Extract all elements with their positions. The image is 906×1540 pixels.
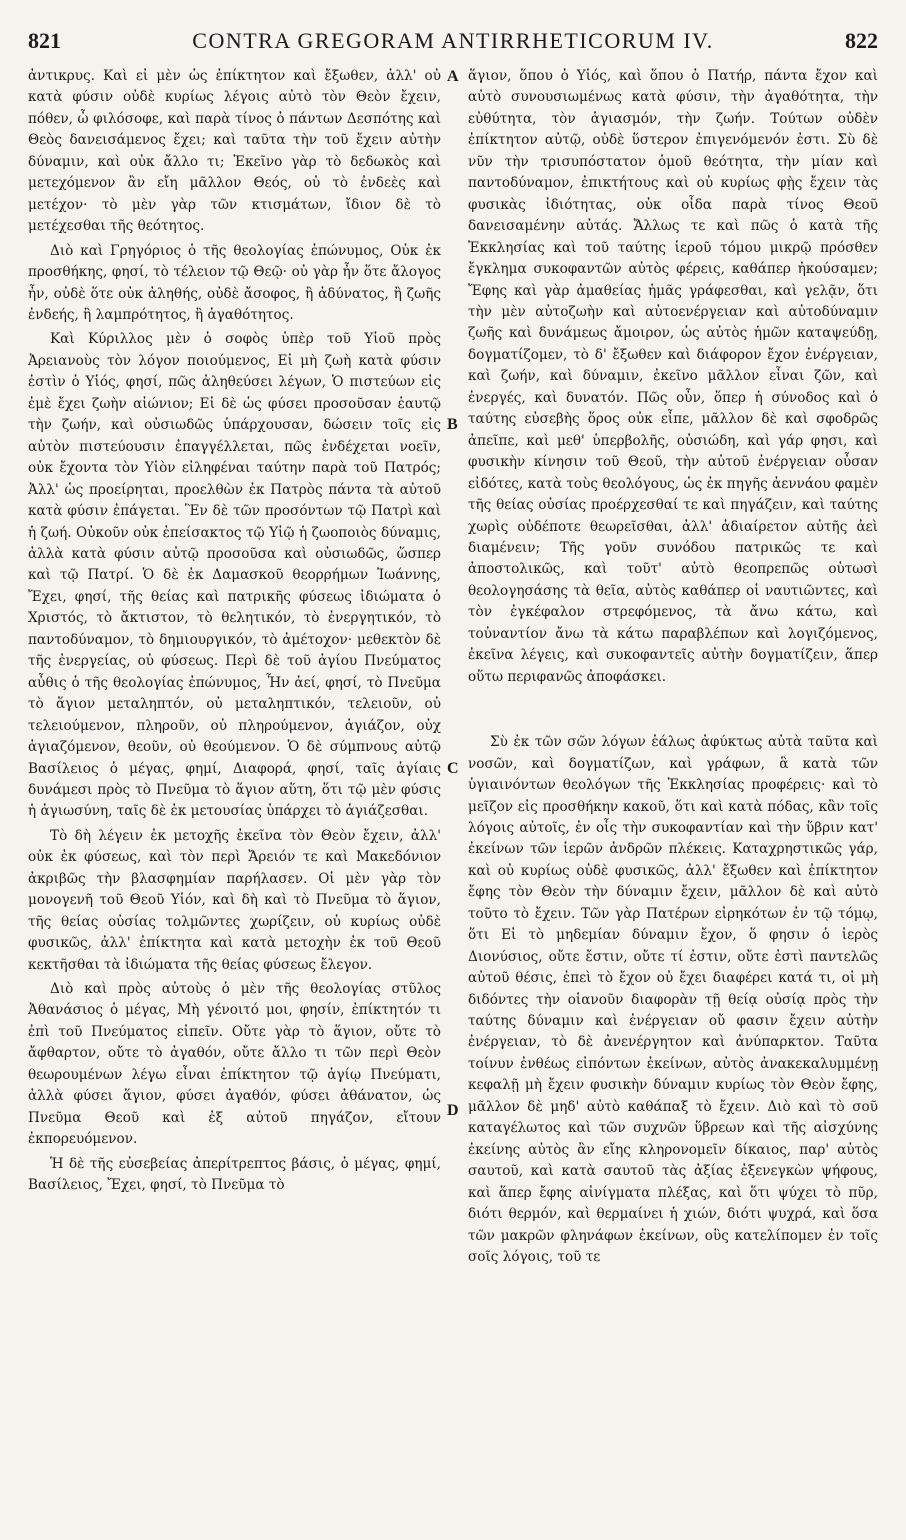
paragraph: ἅγιον, ὅπου ὁ Υἱός, καὶ ὅπου ὁ Πατήρ, πάντα ἔχον καὶ αὐτὸ συνουσιωμένως κατὰ φύσιν, τὴν ἀγαθότητα, τὴν εὐθύτητα, τὸν ἁγιασμόν, τὴν ζωήν. Τούτων οὐδὲν ἐπίκτητον αὐτῷ, οὐδὲ ὕστερον ἐπιγενόμενόν ἐστι. Σὺ δὲ νῦν τὴν τρισυπόστατον ὁμοῦ θεότητα, τὴν μίαν καὶ παντοδύναμον, ἐπικτήτους καὶ οὐ κυρίως φῂς ἔχειν τὰς φυσικὰς ἰδιότητας, οὐκ οἶδα παρὰ τίνος Θεοῦ δανεισαμένην αὐτάς. Ἄλλως τε καὶ πῶς ὁ κατὰ τῆς Ἐκκλησίας καὶ τοῦ ταύτης ἱεροῦ τόμου μικρῷ πρόσθεν ἔγκλημα συκοφαντῶν αὐτὸς φέρεις, καθάπερ ἠκούσαμεν; Ἔφης καὶ γὰρ ἀμαθείας ἡμᾶς γράφεσθαι, καὶ γελᾷν, ὅτι τὴν μὲν αὐτοζωὴν καὶ αὐτοενέργειαν καὶ αὐτοδύναμιν ζωῆς καὶ δυνάμεως ἄμοιρον, ὡς αὐτὸς ἡμῶν καταψεύδῃ, δογματίζομεν, τὸ δ' ἔξωθεν καὶ διάφορον ἔχον ἐνέργειαν, καὶ ζωήν, καὶ δύναμιν, ἐκεῖνο μᾶλλον εἶναι ζῶν, καὶ ἐνεργές, καὶ δυνατόν. Πῶς οὖν, ὅπερ ἡ σύνοδος καὶ ὁ ταύτης εὐσεβὴς ὅρος οὐκ εἶπε, μᾶλλον δὲ καὶ σφοδρῶς ἀπεῖπε, καὶ μεθ' ὑπερβολῆς, οὐσιώδη, καὶ γάρ φησι, καὶ φυσικὴν κίνησιν τοῦ Θεοῦ, τὴν αὐτοῦ ἐνέργειαν οὖσαν εἰδότες, κατὰ τοὺς θεολόγους, ὡς ἐκ πηγῆς ἀεννάου φαμὲν τῆς θείας οὐσίας προέρχεσθαί τε καὶ πηγάζειν, καὶ ταύτης χωρὶς οὐδέποτε θεωρεῖσθαι, ἀλλ' ἀδιαίρετον αὐτῆς ἀεὶ διαμένειν; Τῆς γοῦν συνόδου πατρικῶς τε καὶ ἀποστολικῶς, καὶ τοῦτ' αὐτὸ θεοπρεπῶς οὑτωσὶ θεολογησάσης τὰ θεῖα, αὐτὸς καθάπερ οἱ ναυτιῶντες, καὶ τὸν ἐγκέφαλον στρεφόμενος, τὰ ἄνω κάτω, καὶ τοὐναντίον ἄνω τὰ κάτω παραβλέπων καὶ λογιζόμενος, ἐκεῖνα λέγεις, καὶ συκοφαντεῖς αὐτὴν δογματίζειν, ἅπερ οὕτω περιφανῶς ἀποφάσκει. [468,68,878,685]
paragraph: Σὺ ἐκ τῶν σῶν λόγων ἑάλως ἀφύκτως αὐτὰ ταῦτα καὶ νοσῶν, καὶ δογματίζων, καὶ γράφων, ἃ κατὰ τῶν ὑγιαινόντων θεολόγων τῆς Ἐκκλησίας προφέρεις· καὶ τὸ μεῖζον εἰς προσθήκην κακοῦ, ὅτι καὶ κατὰ πόδας, κἂν τοῖς λόγοις αὐτοῖς, ἐν οἷς τὴν συκοφαντίαν καὶ τὴν ὕβριν κατ' ἐκείνων τῶν ἱερῶν ἀνδρῶν πλέκεις. Καταχρηστικῶς γάρ, καὶ οὐ κυρίως οὐδὲ φυσικῶς, ἀλλ' ἔξωθεν καὶ ἐπίκτητον ἔφης τὸν Θεὸν τὴν δύναμιν ἔχειν, μᾶλλον δὲ καὶ αὐτὸ τοῦτο τὸ ἔχειν. Τῶν γὰρ Πατέρων εἰρηκότων ἐν τῷ τόμῳ, ὅτι Εἰ τὸ μηδεμίαν δύναμιν ἔχον, ὅ φησιν ὁ ἱερὸς Διονύσιος, οὔτε ἔστιν, οὔτε τί ἐστιν, οὔτε ἐστὶ παντελῶς αὐτοῦ θέσις, ἐπεὶ τὸ ἔχον οὐ ἔχει διαφέρει κατά τι, οἱ μὴ διδόντες τὴν οἱανοῦν διαφορὰν τῇ θείᾳ οὐσίᾳ πρὸς τὴν ταύτης δύναμιν καὶ ἐνέργειαν οὔ φασιν ἔχειν αὐτὴν ἐνέργειαν, τὸ δὲ ἀνενέργητον καὶ ἀνύπαρκτον. Ταῦτα τοίνυν ἐνθέως εἰπόντων ἐκείνων, αὐτὸς ἀνακεκαλυμμένῃ κεφαλῇ μὴ ἔχειν φυσικὴν δύναμιν κυρίως τὸν Θεὸν ἔφης, μᾶλλον δὲ μηδ' αὐτὸ καθάπαξ τὸ ἔχειν. Διὸ καὶ τὸ σοῦ καταγέλωτος καὶ τῶν συχνῶν ὕβρεων καὶ τῆς αἰσχύνης ἐκείνης αὐτὸς ἂν εἴης κληρονομεῖν δίκαιος, παρ' αὐτὸς σαυτοῦ, καὶ κατὰ σαυτοῦ τὰς ἀξίας ἐξενεγκὼν ψήφους, καὶ ἅπερ ἔφης αἰνίγματα πλέξας, καὶ ὅτι ψύχει τὸ πῦρ, διότι θερμόν, καὶ θερμαίνει ἡ χιών, διότι ψυχρά, καὶ ὅσα τῶν μακρῶν φληνάφων ἐκείνων, οὓς κατελίπομεν ἐν τοῖς σοῖς λόγοις, τοῦ τε [468,734,878,1266]
page-number-left: 821 [28,28,61,53]
section-marker-b: B [447,416,458,433]
paragraph: Τὸ δὴ λέγειν ἐκ μετοχῆς ἐκεῖνα τὸν Θεὸν ἔχειν, ἀλλ' οὐκ ἐκ φύσεως, καὶ τὸν περὶ Ἄρειόν τε καὶ Μακεδόνιον ἀκριβῶς τὴν βλασφημίαν παρήλασεν. Οἱ μὲν γὰρ τὸν μονογενῆ τοῦ Θεοῦ Υἱόν, καὶ δὴ καὶ τὸ Πνεῦμα τὸ ἅγιον, τῆς θείας οὐσίας τολμῶντες χωρίζειν, οὐ κυρίως οὐδὲ φυσικῶς, ἀλλ' ἐπίκτητα καὶ κατὰ μετοχὴν ἐκ τοῦ Θεοῦ κεκτῆσθαι τὰ ἰδιώματα τῆς θείας φύσεως ἔλεγον. [28,827,441,973]
paragraph: Διὸ καὶ Γρηγόριος ὁ τῆς θεολογίας ἐπώνυμος, Οὐκ ἐκ προσθήκης, φησί, τὸ τέλειον τῷ Θεῷ· οὐ γὰρ ἦν ὅτε ἄλογος ἦν, οὐδὲ ὅτε οὐκ ἀληθής, οὐδὲ ἄσοφος, ἢ ἀδύνατος, ἢ ζωῆς ἐνδεής, ἢ λαμπρότητος, ἢ ἀγαθότητος. [28,242,441,323]
right-column [468,66,878,1271]
paragraph: Ἡ δὲ τῆς εὐσεβείας ἀπερίτρεπτος βάσις, ὁ μέγας, φημί, Βασίλειος, Ἔχει, φησί, τὸ Πνεῦμα τὸ [28,1155,441,1194]
section-marker-d: D [447,1102,459,1119]
paragraph: Διὸ καὶ πρὸς αὐτοὺς ὁ μὲν τῆς θεολογίας στῦλος Ἀθανάσιος ὁ μέγας, Μὴ γένοιτό μοι, φησίν, ἐπίκτητόν τι ἐπὶ τοῦ Πνεύματος εἰπεῖν. Οὔτε γὰρ τὸ ἅγιον, οὔτε τὸ ἄφθαρτον, οὔτε τὸ ἀγαθόν, οὔτε ἄλλο τι τῶν περὶ Θεὸν θεωρουμένων λέγω εἶναι ἐπίκτητον τῷ ἁγίῳ Πνεύματι, ἀλλὰ φύσει ἅγιον, φύσει ἀγαθόν, φύσει ἀθάνατον, ὡς Πνεῦμα Θεοῦ καὶ ἐξ αὐτοῦ πηγάζον, εἴτουν ἐκπορευόμενον. [28,981,441,1148]
paragraph: ἀντικρυς. Καὶ εἰ μὲν ὡς ἐπίκτητον καὶ ἔξωθεν, ἀλλ' οὐ κατὰ φύσιν οὐδὲ κυρίως λέγοις αὐτὸ τὸν Θεὸν ἔχειν, πόθεν, ὦ φιλόσοφε, καὶ παρὰ τίνος ὁ πάντων Δεσπότης καὶ Θεὸς δανεισάμενος ἔχει; καὶ ταῦτα τὴν τοῦ ἔχειν αὐτὴν δύναμιν, καὶ οὐκ ἄλλο τι; Ἐκεῖνο γὰρ τὸ δεδωκὸς καὶ μετεχόμενον ἂν εἴη μᾶλλον Θεός, οὐ τὸ ἐνδεὲς καὶ μετέχον· τὸ μὲν γὰρ τῶν κτισμάτων, ἴδιον δὲ τὸ μετέχεσθαι τῆς θεότητος. [28,68,441,235]
paragraph: Καὶ Κύριλλος μὲν ὁ σοφὸς ὑπὲρ τοῦ Υἱοῦ πρὸς Ἀρειανοὺς τὸν λόγον ποιούμενος, Εἰ μὴ ζωὴ κατὰ φύσιν ἐστὶν ὁ Υἱός, φησί, πῶς ἀληθεύσει λέγων, Ὁ πιστεύων εἰς ἐμὲ ἔχει ζωὴν αἰώνιον; Εἰ δὲ ὡς φύσει προσοῦσαν ἑαυτῷ τὴν ζωήν, καὶ οὐσιωδῶς ὑπάρχουσαν, δώσειν τοῖς εἰς αὐτὸν πιστεύουσιν ἐπαγγέλλεται, πῶς ἐνδέχεται νοεῖν, οὐκ ἔχοντα τὸν Υἱὸν εἰληφέναι ταύτην παρὰ τοῦ Πατρός; Ἀλλ' ὡς προείρηται, προελθὼν ἐκ Πατρὸς πάντα τὰ αὐτοῦ κατὰ φύσιν ἐπάγεται. Ἓν δὲ τῶν προσόντων τῷ Πατρὶ καὶ ἡ ζωή. Οὐκοῦν οὐκ ἐπείσακτος τῷ Υἱῷ ἡ ζωοποιὸς δύναμις, ἀλλὰ κατὰ φύσιν αὐτῷ προσοῦσα καὶ οὐσιωδῶς, ὥσπερ καὶ τῷ Πατρί. Ὁ δὲ ἐκ Δαμασκοῦ θεορρήμων Ἰωάννης, Ἔχει, φησί, τῆς θείας καὶ πατρικῆς φύσεως ἰδιώματα ὁ Χριστός, τὸ ἄκτιστον, τὸ θελητικόν, τὸ ἐνεργητικόν, τὸ παντοδύναμον, τὸ δημιουργικόν, τὸ ἀμέτοχον· μεθεκτὸν δὲ τῆς ἐνεργείας, οὐ φύσεως. Περὶ δὲ τοῦ ἁγίου Πνεύματος αὖθις ὁ τῆς θεολογίας ἐπώνυμος, Ἦν ἀεί, φησί, τὸ Πνεῦμα τὸ ἅγιον μεταληπτόν, οὐ μεταληπτικόν, τελειοῦν, οὐ τελειούμενον, πληροῦν, οὐ πληρούμενον, ἁγιάζον, οὐχ ἁγιαζόμενον, θεοῦν, οὐ θεούμενον. Ὁ δὲ σύμπνους αὐτῷ Βασίλειος ὁ μέγας, φημί, Διαφορά, φησί, ταῖς ἁγίαις δυνάμεσι πρὸς τὸ Πνεῦμα τὸ ἅγιον αὕτη, ὅτι τῷ μὲν φύσις ἡ ἁγιωσύνη, ταῖς δὲ ἐκ μετουσίας ὑπάρχει τὸ ἁγιάζεσθαι. [28,331,441,820]
running-header [28,28,878,58]
left-column [28,66,441,1200]
section-marker-c: C [447,760,459,777]
section-marker-a: A [447,68,459,85]
running-title: CONTRA GREGORAM ANTIRRHETICORUM IV. [192,28,714,53]
page-number-right: 822 [845,28,878,53]
